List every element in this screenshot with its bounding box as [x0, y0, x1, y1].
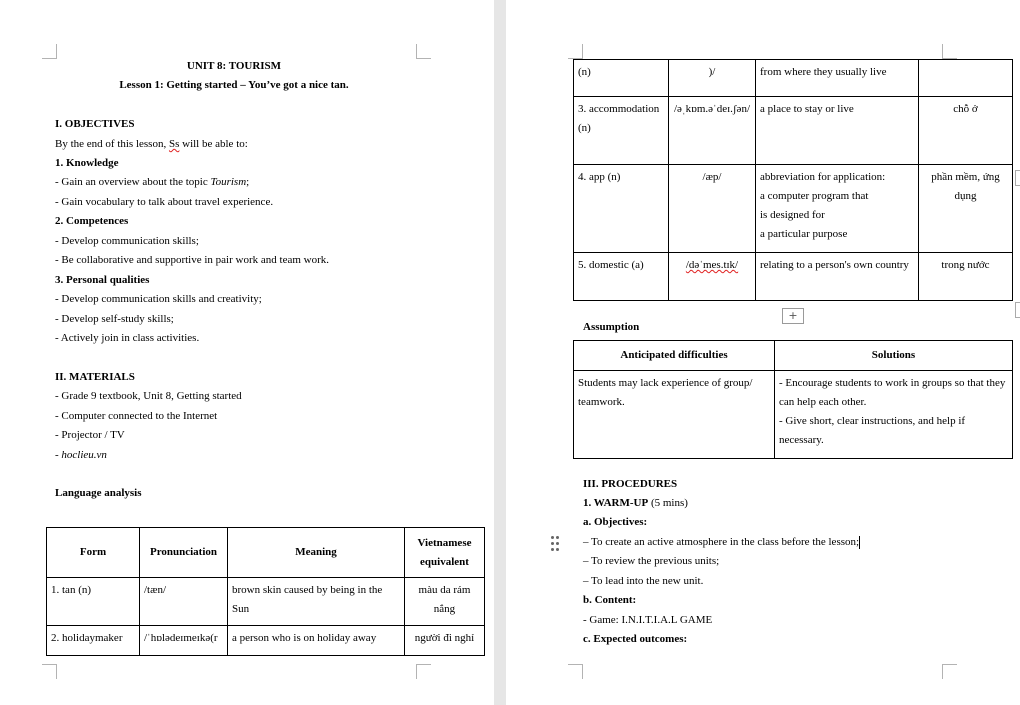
knowledge-heading[interactable]: 1. Knowledge [55, 157, 119, 169]
cell-pronunciation[interactable] [669, 253, 756, 301]
table-header-row [47, 528, 485, 578]
header-vietnamese[interactable]: Vietnamese equivalent [405, 528, 485, 578]
cell-form[interactable]: 1. tan (n) [47, 578, 140, 626]
cell-meaning[interactable]: a person who is on holiday away [228, 626, 405, 656]
margin-corner-bottom-left [42, 664, 57, 679]
cell-vietnamese[interactable]: màu da rám nắng [405, 578, 485, 626]
materials-item-3[interactable]: - Projector / TV [55, 429, 125, 441]
paragraph-drag-handle[interactable] [551, 536, 561, 552]
qualities-heading[interactable]: 3. Personal qualities [55, 274, 150, 286]
meaning-line: abbreviation for application: [760, 171, 886, 183]
cell-meaning[interactable] [756, 165, 919, 253]
edge-marker-icon-2 [1015, 302, 1020, 318]
intro-text-a: By the end of this lesson, [55, 138, 169, 150]
materials-item-2[interactable]: - Computer connected to the Internet [55, 410, 218, 422]
cell-form[interactable]: 4. app (n) [574, 165, 669, 253]
qualities-item-1[interactable]: - Develop communication skills and creativity; [55, 293, 262, 305]
materials-heading[interactable]: II. MATERIALS [55, 371, 135, 383]
competences-item-1[interactable]: - Develop communication skills; [55, 235, 199, 247]
k1-topic: Tourism [210, 176, 247, 188]
margin-corner-bottom-right [416, 664, 431, 679]
header-meaning[interactable]: Meaning [228, 528, 405, 578]
cell-meaning[interactable]: relating to a person's own country [756, 253, 919, 301]
objective-line-3[interactable]: – To lead into the new unit. [583, 575, 704, 587]
cell-pronunciation[interactable]: /əˌkɒm.əˈdeɪ.ʃən/ [669, 97, 756, 165]
meaning-line: a particular purpose [760, 228, 848, 240]
cell-vietnamese[interactable]: chỗ ở [919, 97, 1013, 165]
margin-corner-bottom-left-2 [568, 664, 583, 679]
cell-meaning[interactable]: a place to stay or live [756, 97, 919, 165]
cell-vietnamese[interactable]: phần mềm, ứng dụng [919, 165, 1013, 253]
margin-corner-bottom-right-2 [942, 664, 957, 679]
knowledge-item-2[interactable]: - Gain vocabulary to talk about travel experience. [55, 196, 274, 208]
procedures-heading[interactable]: III. PROCEDURES [583, 478, 678, 490]
pron-spell-flag: /dəˈmes.tɪk/ [685, 259, 739, 271]
meaning-line: is designed for [760, 209, 825, 221]
cell-difficulty[interactable]: Students may lack experience of group/ teamwork. [574, 371, 775, 459]
cell-form[interactable]: (n) [574, 60, 669, 97]
table-row [47, 578, 485, 626]
assumption-heading[interactable]: Assumption [583, 321, 640, 333]
cell-vietnamese[interactable]: người đi nghỉ [405, 626, 485, 656]
knowledge-item-1[interactable] [55, 175, 249, 189]
language-table[interactable] [46, 527, 485, 656]
header-solutions[interactable]: Solutions [775, 341, 1013, 371]
cell-meaning[interactable]: brown skin caused by being in the Sun [228, 578, 405, 626]
table-row [574, 253, 1013, 301]
cell-pronunciation[interactable]: /ˈhɒlədeɪmeɪkə(r [140, 626, 228, 656]
objectives-heading[interactable]: I. OBJECTIVES [55, 118, 135, 130]
objectives-sub-heading[interactable]: a. Objectives: [583, 516, 648, 528]
header-difficulties[interactable]: Anticipated difficulties [574, 341, 775, 371]
table-header-row [574, 341, 1013, 371]
content-line-1[interactable]: - Game: I.N.I.T.I.A.L GAME [583, 614, 713, 626]
language-analysis-heading[interactable]: Language analysis [55, 487, 142, 499]
outcomes-heading[interactable]: c. Expected outcomes: [583, 633, 688, 645]
competences-heading[interactable]: 2. Competences [55, 215, 129, 227]
margin-corner-top-right-2 [942, 44, 957, 59]
materials-item-4[interactable]: - hoclieu.vn [55, 449, 107, 461]
k1-text-a: - Gain an overview about the topic [55, 176, 211, 188]
lesson-subtitle[interactable]: Lesson 1: Getting started – You’ve got a nice tan. [119, 79, 349, 91]
k1-text-c: ; [246, 176, 250, 188]
objective-line-1-text: – To create an active atmosphere in the class before the lesson; [583, 536, 860, 548]
table-row [574, 60, 1013, 97]
cell-pronunciation[interactable]: /æp/ [669, 165, 756, 253]
qualities-item-3[interactable]: - Actively join in class activities. [55, 332, 200, 344]
header-form[interactable]: Form [47, 528, 140, 578]
margin-corner-top-left-2 [568, 44, 583, 59]
content-heading[interactable]: b. Content: [583, 594, 637, 606]
materials-item-1[interactable]: - Grade 9 textbook, Unit 8, Getting started [55, 390, 242, 402]
margin-corner-top-left [42, 44, 57, 59]
cell-pronunciation[interactable]: /tæn/ [140, 578, 228, 626]
header-pronunciation[interactable]: Pronunciation [140, 528, 228, 578]
table-row [574, 97, 1013, 165]
objectives-intro[interactable] [55, 137, 248, 151]
unit-title[interactable]: UNIT 8: TOURISM [186, 60, 282, 72]
meaning-line: a computer program that [760, 190, 869, 202]
intro-ss-word: Ss [168, 138, 180, 150]
warmup-heading[interactable] [583, 496, 688, 510]
objective-line-2[interactable]: – To review the previous units; [583, 555, 720, 567]
solution-line: - Encourage students to work in groups so that they can help each other. [779, 377, 1006, 408]
competences-item-2[interactable]: - Be collaborative and supportive in pair work and team work. [55, 254, 330, 266]
warmup-duration: (5 mins) [648, 497, 688, 509]
intro-text-b: will be able to: [179, 138, 248, 150]
solution-line: - Give short, clear instructions, and help if necessary. [779, 415, 966, 446]
cell-meaning[interactable]: from where they usually live [756, 60, 919, 97]
cell-solution[interactable] [775, 371, 1013, 459]
vocab-table-continued[interactable] [573, 59, 1013, 301]
objective-line-1[interactable] [583, 535, 860, 549]
table-row [574, 165, 1013, 253]
cell-pronunciation[interactable]: )/ [669, 60, 756, 97]
warmup-title: 1. WARM-UP [583, 497, 649, 509]
add-row-button[interactable]: + [782, 308, 804, 324]
cell-form[interactable]: 5. domestic (a) [574, 253, 669, 301]
page-gutter [494, 0, 506, 705]
table-row [47, 626, 485, 656]
edge-marker-icon [1015, 170, 1020, 186]
cell-form[interactable]: 3. accommodation (n) [574, 97, 669, 165]
assumption-table[interactable] [573, 340, 1013, 459]
margin-corner-top-right [416, 44, 431, 59]
qualities-item-2[interactable]: - Develop self-study skills; [55, 313, 174, 325]
cell-vietnamese[interactable]: trong nước [919, 253, 1013, 301]
left-page[interactable] [0, 0, 494, 705]
cell-form[interactable]: 2. holidaymaker [47, 626, 140, 656]
cell-vietnamese[interactable] [919, 60, 1013, 97]
table-row [574, 371, 1013, 459]
text-cursor [859, 536, 860, 549]
